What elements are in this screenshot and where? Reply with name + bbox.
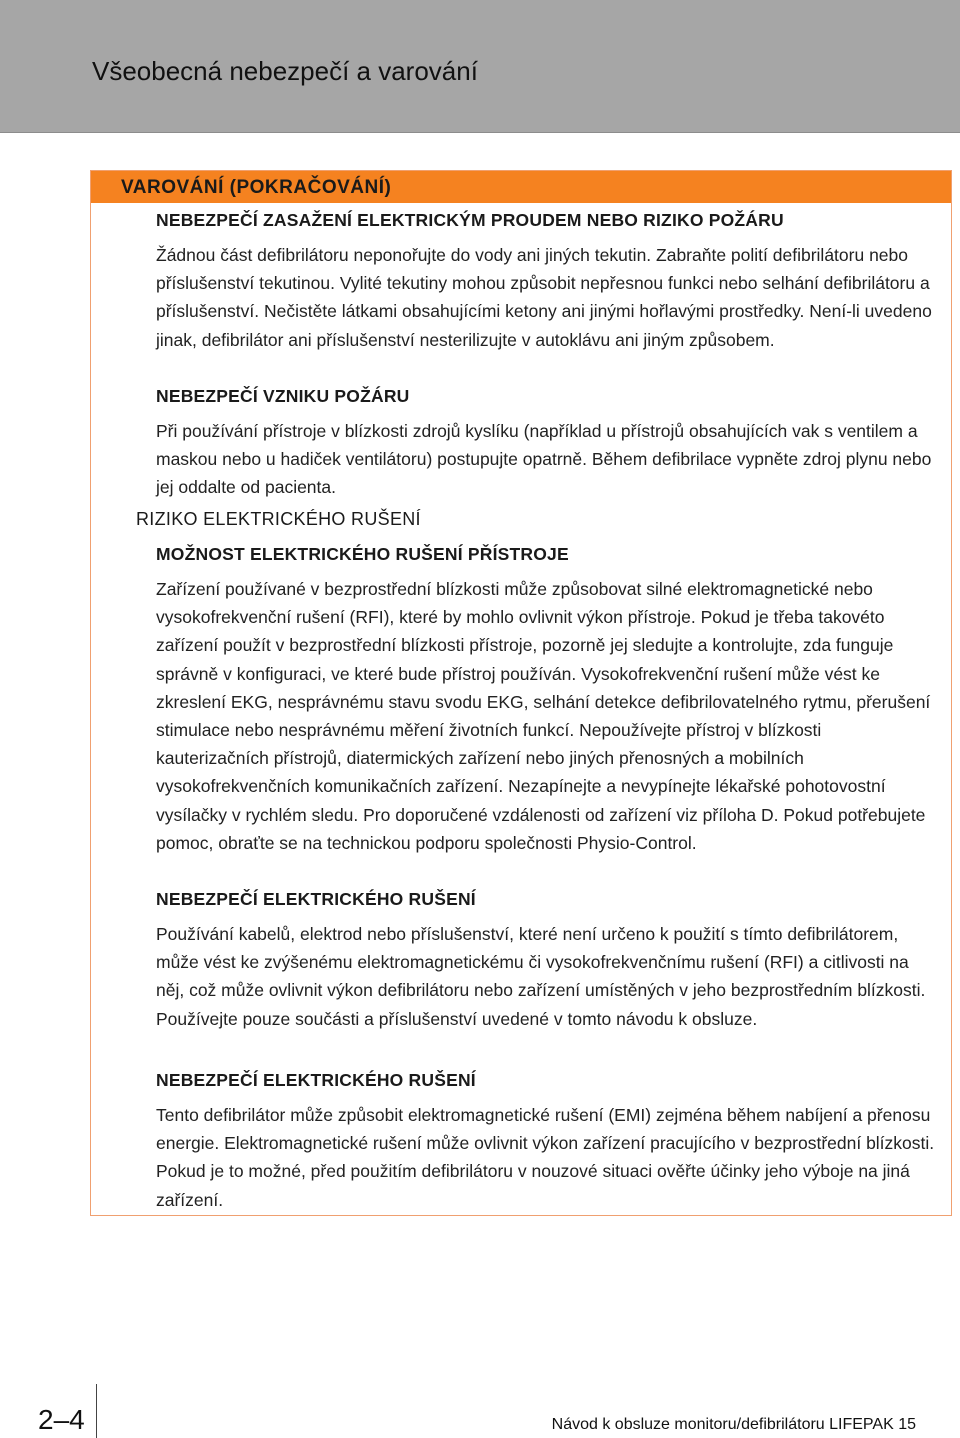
warning-block-shock [156,206,936,354]
warning-block-interference-device [156,540,936,857]
block-title: MOŽNOST ELEKTRICKÉHO RUŠENÍ PŘÍSTROJE [156,544,569,564]
block-title: NEBEZPEČÍ VZNIKU POŽÁRU [156,386,410,406]
subsection-heading: RIZIKO ELEKTRICKÉHO RUŠENÍ [136,509,421,529]
warning-block-fire [156,382,936,502]
block-text: Žádnou část defibrilátoru neponořujte do vody ani jiných tekutin. Zabraňte polití defibrilátoru nebo příslušenství tekutinou. Vylité tekutiny mohou způsobit nepřesnou funkci nebo selhání defibrilátoru a příslušenství. Nečistěte látkami obsahujícími ketony ani jinými hořlavými prostředky. Není-li uvedeno jinak, defibrilátor ani příslušenství nesterilizujte v autoklávu ani jiným způsobem. [156,245,932,350]
page-number: 2–4 [38,1404,85,1435]
block-text: Zařízení používané v bezprostřední blízkosti může způsobovat silné elektromagnetické nebo vysokofrekvenční rušení (RFI), které by mohlo ovlivnit výkon přístroje. Pokud je třeba takovéto zařízení použít v bezprostřední blízkosti přístroje, pozorně jej sledujte a kontrolujte, zda funguje správně v konfiguraci, ve které bude přístroj používán. Vysokofrekvenční rušení může vést ke zkreslení EKG, nesprávnému stavu svodu EKG, selhání detekce defibrilovatelného rytmu, přerušení stimulace nebo nesprávnému měření životních funkcí. Nepoužívejte přístroj v blízkosti kauterizačních přístrojů, diatermických zařízení nebo jiných přenosných a mobilních vysokofrekvenčních komunikačních zařízení. Nezapínejte a nevypínejte lékařské pohotovostní vysílačky v rychlém sledu. Pro doporučené vzdálenosti od zařízení viz příloha D. Pokud potřebujete pomoc, obraťte se na technickou podporu společnosti Physio-Control. [156,579,931,853]
footer-divider [96,1384,97,1438]
block-text: Při používání přístroje v blízkosti zdrojů kyslíku (například u přístrojů obsahujících vak s ventilem a maskou nebo u hadiček ventilátoru) postupujte opatrně. Během defibrilace vypněte zdroj plynu nebo jej oddalte od pacienta. [156,421,932,498]
warning-block-interference-cables [156,885,936,1033]
warning-heading: VAROVÁNÍ (POKRAČOVÁNÍ) [121,177,392,198]
block-title: NEBEZPEČÍ ZASAŽENÍ ELEKTRICKÝM PROUDEM NEBO RIZIKO POŽÁRU [156,210,784,230]
block-text: Tento defibrilátor může způsobit elektromagnetické rušení (EMI) zejména během nabíjení a přenosu energie. Elektromagnetické rušení může ovlivnit výkon zařízení pracujícího v bezprostřední blízkosti. Pokud je to možné, před použitím defibrilátoru v nouzové situaci ověřte účinky jeho výboje na jiná zařízení. [156,1105,935,1210]
footer-manual-title: Návod k obsluze monitoru/defibrilátoru LIFEPAK 15 [551,1416,916,1433]
block-text: Používání kabelů, elektrod nebo příslušenství, které není určeno k použití s tímto defibrilátorem, může vést ke zvýšenému elektromagnetickému či vysokofrekvenčnímu rušení (RFI) a citlivosti na něj, což může ovlivnit výkon defibrilátoru nebo zařízení umístěných v jeho bezprostředním blízkosti. Používejte pouze součásti a příslušenství uvedené v tomto návodu k obsluze. [156,924,926,1029]
warning-box [90,170,952,1216]
block-title: NEBEZPEČÍ ELEKTRICKÉHO RUŠENÍ [156,889,476,909]
header-band [0,0,960,133]
warning-block-interference-emi [156,1066,936,1214]
block-title: NEBEZPEČÍ ELEKTRICKÉHO RUŠENÍ [156,1070,476,1090]
warning-header [91,171,951,203]
page-title: Všeobecná nebezpečí a varování [92,56,478,86]
